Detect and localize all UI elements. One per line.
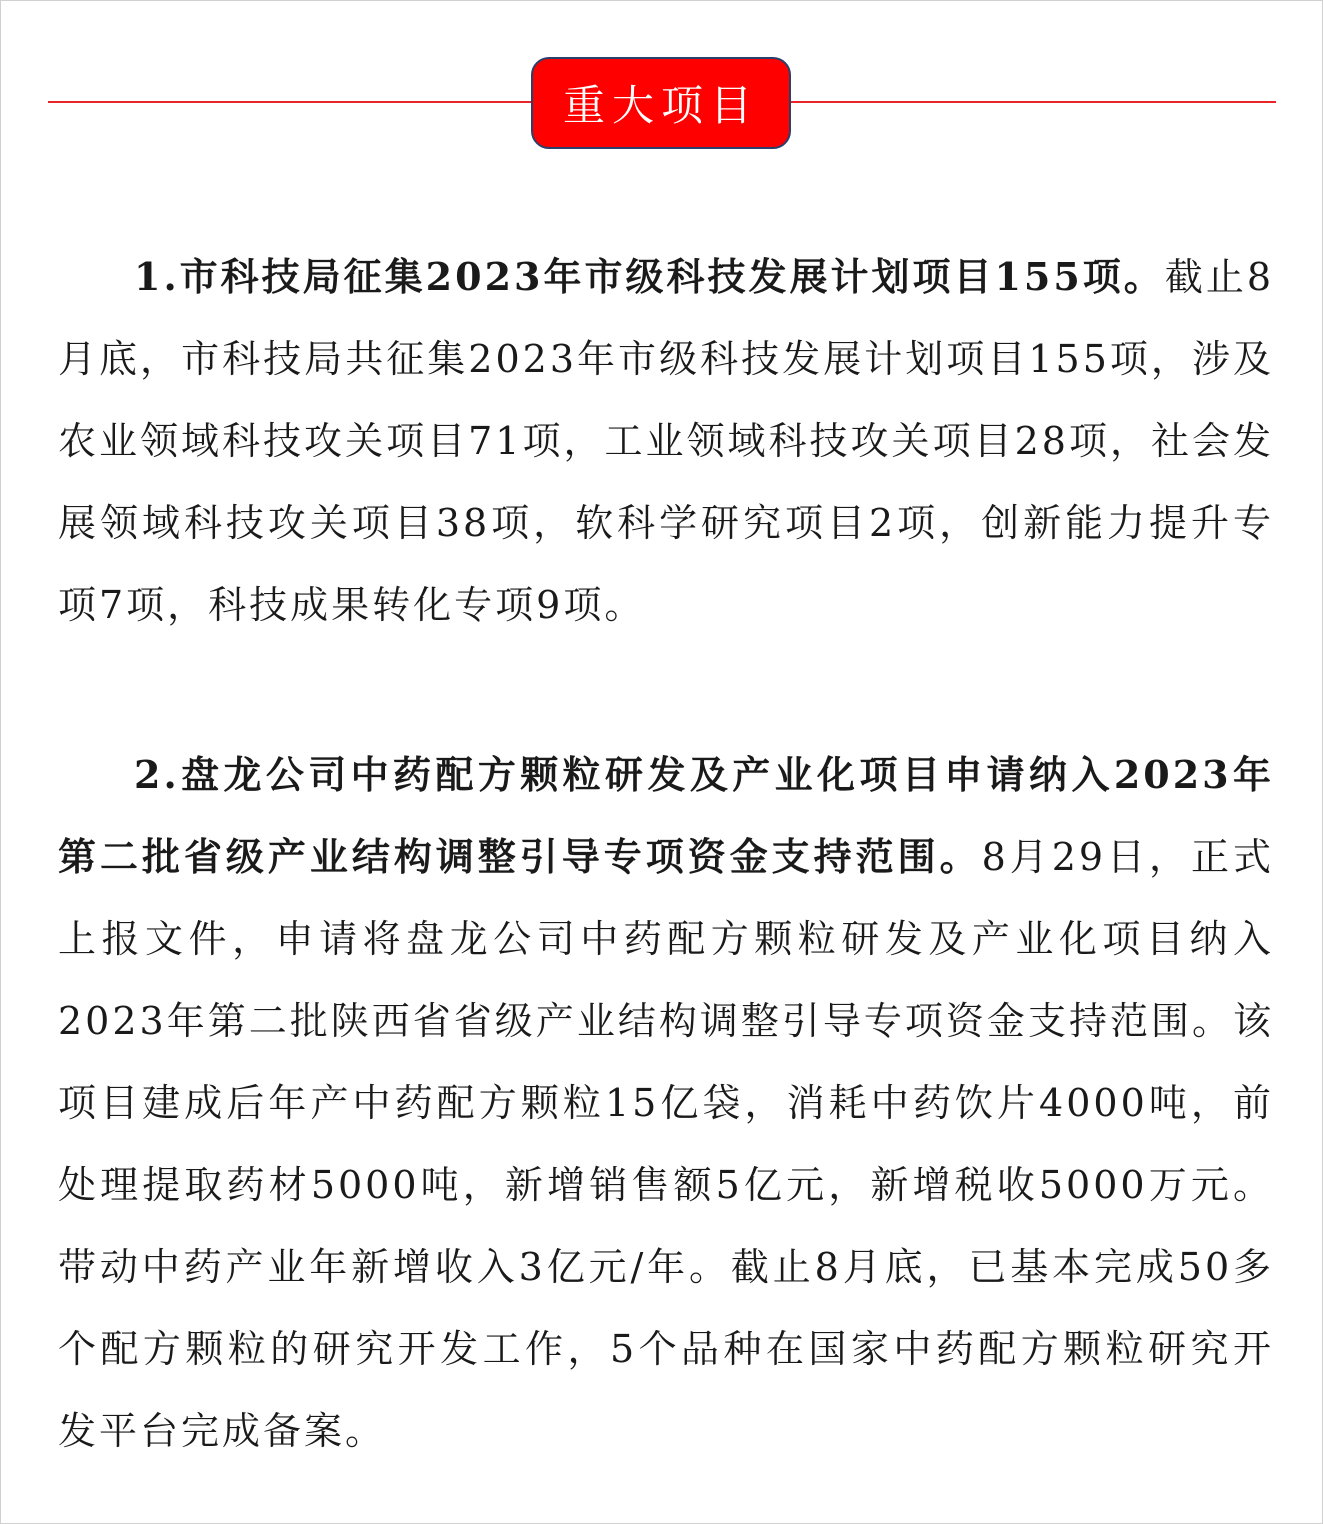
item-body-1: 截止8月底，市科技局共征集2023年市级科技发展计划项目155项，涉及农业领域科技攻关项目71项，工业领域科技攻关项目28项，社会发展领域科技攻关项目38项，软科学研究项目2项，创新能力提升专项7项，科技成果转化专项9项。	[58, 255, 1274, 627]
item-body-2: 8月29日，正式上报文件，申请将盘龙公司中药配方颗粒研发及产业化项目纳入2023年第二批陕西省省级产业结构调整引导专项资金支持范围。该项目建成后年产中药配方颗粒15亿袋，消耗中药饮片4000吨，前处理提取药材5000吨，新增销售额5亿元，新增税收5000万元。带动中药产业年新增收入3亿元/年。截止8月底，已基本完成50多个配方颗粒的研究开发工作，5个品种在国家中药配方颗粒研究开发平台完成备案。	[58, 835, 1274, 1453]
item-lead-2: 2.盘龙公司中药配方颗粒研发及产业化项目申请纳入2023年第二批省级产业结构调整引导专项资金支持范围。	[58, 752, 1274, 879]
document-body	[58, 236, 1274, 1472]
section-title-badge	[531, 57, 791, 149]
item-paragraph-2	[58, 734, 1274, 1472]
item-paragraph-1	[58, 236, 1274, 646]
section-title: 重大项目	[562, 81, 759, 130]
item-lead-1: 1.市科技局征集2023年市级科技发展计划项目155项。	[134, 254, 1165, 299]
